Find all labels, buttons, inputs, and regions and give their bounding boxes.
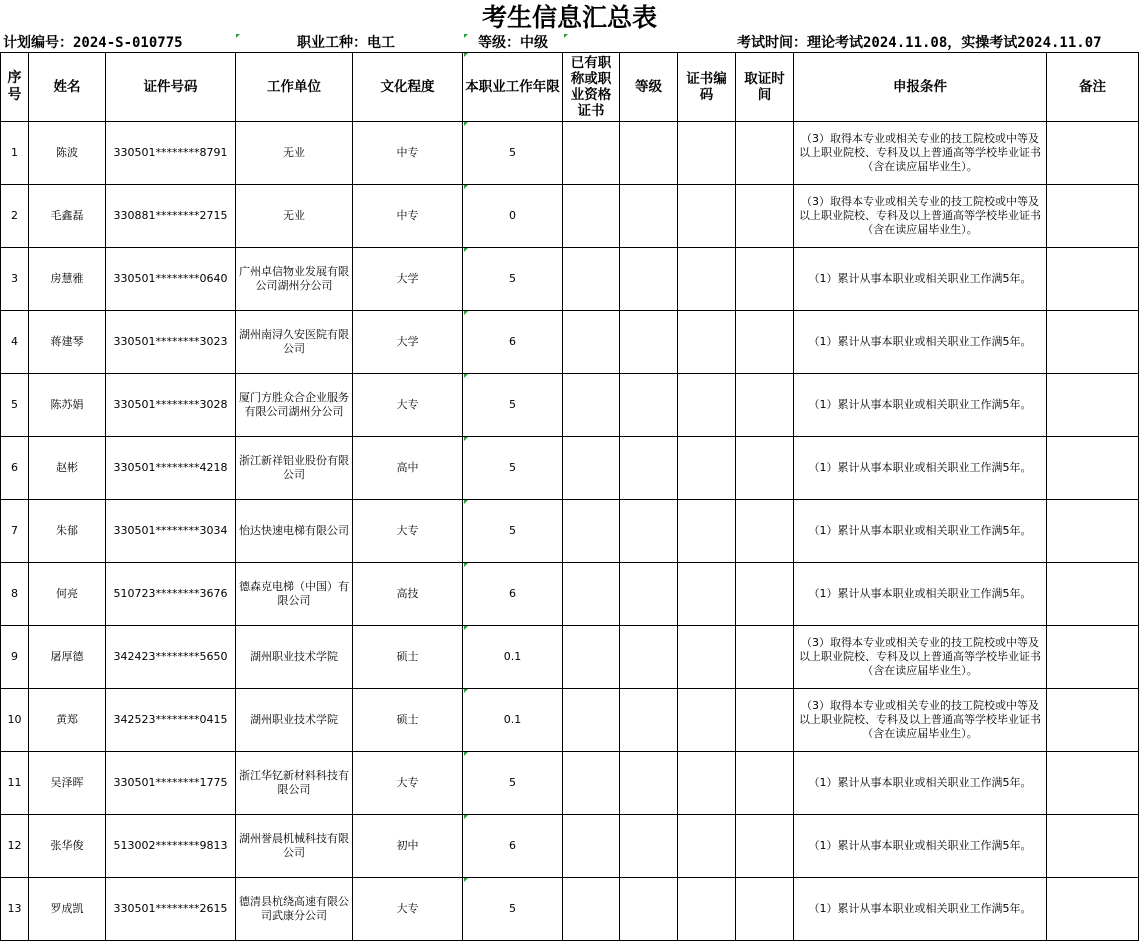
cell-no: 11 [1,752,29,815]
col-name: 姓名 [29,53,106,122]
cell-name: 吴泽晖 [29,752,106,815]
cell-edu: 中专 [353,185,463,248]
cell-id: 330501********3028 [106,374,236,437]
col-education: 文化程度 [353,53,463,122]
cell-unit: 浙江华钇新材料科技有限公司 [236,752,353,815]
cell-grade [620,626,678,689]
cell-marker-icon [464,437,468,441]
cell-id: 330501********4218 [106,437,236,500]
cell-grade [620,122,678,185]
cell-years: 5 [463,374,563,437]
cell-years: 5 [463,248,563,311]
cell-years: 0 [463,185,563,248]
cell-cond: （1）累计从事本职业或相关职业工作满5年。 [794,437,1047,500]
cell-date [736,689,794,752]
cell-remark [1047,122,1139,185]
cell-code [678,500,736,563]
cell-unit: 湖州誉晨机械科技有限公司 [236,815,353,878]
cell-cert [563,311,620,374]
cell-cert [563,374,620,437]
cell-cond: （1）累计从事本职业或相关职业工作满5年。 [794,248,1047,311]
cell-cond: （1）累计从事本职业或相关职业工作满5年。 [794,311,1047,374]
cell-marker-icon [464,122,468,126]
cell-name: 屠厚德 [29,626,106,689]
cell-cond: （3）取得本专业或相关专业的技工院校或中等及以上职业院校、专科及以上普通高等学校毕业证书（含在读应届毕业生）。 [794,185,1047,248]
cell-marker-icon [464,311,468,315]
cell-marker-icon [464,53,468,57]
cell-cond: （3）取得本专业或相关专业的技工院校或中等及以上职业院校、专科及以上普通高等学校毕业证书（含在读应届毕业生）。 [794,122,1047,185]
cell-code [678,815,736,878]
cell-edu: 高中 [353,437,463,500]
cell-cert [563,689,620,752]
cell-date [736,122,794,185]
table-row [1,815,1139,878]
col-grade: 等级 [620,53,678,122]
cell-date [736,374,794,437]
col-years: 本职业工作年限 [463,53,563,122]
cell-marker-icon [564,34,568,38]
cell-id: 342423********5650 [106,626,236,689]
cell-grade [620,563,678,626]
cell-cond: （3）取得本专业或相关专业的技工院校或中等及以上职业院校、专科及以上普通高等学校毕业证书（含在读应届毕业生）。 [794,689,1047,752]
cell-marker-icon [464,34,468,38]
cell-years: 5 [463,878,563,941]
cell-no: 10 [1,689,29,752]
cell-no: 12 [1,815,29,878]
level: 等级：中级 [478,35,548,51]
cell-marker-icon [464,500,468,504]
table-row [1,500,1139,563]
cell-date [736,500,794,563]
cell-cond: （1）累计从事本职业或相关职业工作满5年。 [794,815,1047,878]
cell-name: 赵彬 [29,437,106,500]
cell-code [678,311,736,374]
cell-date [736,185,794,248]
cell-years: 5 [463,437,563,500]
cell-marker-icon [464,563,468,567]
cell-edu: 大专 [353,752,463,815]
cell-unit: 无业 [236,185,353,248]
cell-no: 4 [1,311,29,374]
cell-code [678,437,736,500]
cell-years: 6 [463,311,563,374]
cell-code [678,374,736,437]
cell-years: 6 [463,815,563,878]
cell-code [678,122,736,185]
cell-unit: 无业 [236,122,353,185]
cell-unit: 怡达快速电梯有限公司 [236,500,353,563]
cell-grade [620,689,678,752]
cell-edu: 硕士 [353,689,463,752]
cell-unit: 厦门方胜众合企业服务有限公司湖州分公司 [236,374,353,437]
cell-edu: 硕士 [353,626,463,689]
exam-time: 考试时间：理论考试2024.11.08，实操考试2024.11.07 [737,35,1102,51]
cell-edu: 大专 [353,374,463,437]
cell-cert [563,248,620,311]
cell-id: 330881********2715 [106,185,236,248]
cell-id: 510723********3676 [106,563,236,626]
cell-code [678,563,736,626]
cell-cond: （1）累计从事本职业或相关职业工作满5年。 [794,374,1047,437]
cell-unit: 浙江新祥铝业股份有限公司 [236,437,353,500]
cell-cond: （1）累计从事本职业或相关职业工作满5年。 [794,752,1047,815]
cell-marker-icon [464,626,468,630]
cell-no: 9 [1,626,29,689]
table-row [1,689,1139,752]
cell-remark [1047,374,1139,437]
cell-no: 7 [1,500,29,563]
table-row [1,626,1139,689]
col-remark: 备注 [1047,53,1139,122]
cell-remark [1047,878,1139,941]
cell-name: 罗成凯 [29,878,106,941]
cell-grade [620,437,678,500]
cell-unit: 湖州职业技术学院 [236,689,353,752]
cell-years: 6 [463,563,563,626]
cell-no: 13 [1,878,29,941]
cell-code [678,185,736,248]
cell-unit: 湖州职业技术学院 [236,626,353,689]
cell-id: 330501********0640 [106,248,236,311]
cell-edu: 大专 [353,878,463,941]
cell-grade [620,878,678,941]
cell-id: 513002********9813 [106,815,236,878]
cell-years: 5 [463,122,563,185]
cell-marker-icon [464,248,468,252]
table-row [1,437,1139,500]
cell-marker-icon [236,34,240,38]
cell-date [736,311,794,374]
cell-date [736,437,794,500]
cell-cert [563,878,620,941]
cell-date [736,563,794,626]
occupation: 职业工种：电工 [297,35,395,51]
col-no: 序号 [1,53,29,122]
header-row [1,53,1139,122]
col-unit: 工作单位 [236,53,353,122]
cell-marker-icon [464,815,468,819]
cell-remark [1047,311,1139,374]
cell-cert [563,815,620,878]
cell-marker-icon [464,878,468,882]
cell-remark [1047,815,1139,878]
candidate-table [0,52,1139,941]
cell-name: 蒋建琴 [29,311,106,374]
table-row [1,563,1139,626]
cell-no: 8 [1,563,29,626]
cell-remark [1047,626,1139,689]
cell-cert [563,563,620,626]
cell-cert [563,500,620,563]
cell-marker-icon [464,374,468,378]
col-cert-date: 取证时间 [736,53,794,122]
plan-number: 计划编号：2024-S-010775 [3,35,183,51]
cell-no: 2 [1,185,29,248]
cell-date [736,815,794,878]
col-certificate: 已有职称或职业资格证书 [563,53,620,122]
cell-name: 何亮 [29,563,106,626]
cell-edu: 高技 [353,563,463,626]
cell-edu: 大专 [353,500,463,563]
cell-code [678,689,736,752]
cell-id: 330501********3023 [106,311,236,374]
cell-date [736,752,794,815]
cell-name: 朱郁 [29,500,106,563]
cell-cert [563,437,620,500]
cell-date [736,248,794,311]
cell-remark [1047,752,1139,815]
cell-cert [563,185,620,248]
col-id: 证件号码 [106,53,236,122]
cell-edu: 大学 [353,311,463,374]
cell-no: 1 [1,122,29,185]
table-row [1,374,1139,437]
cell-edu: 大学 [353,248,463,311]
cell-name: 张华俊 [29,815,106,878]
cell-no: 5 [1,374,29,437]
cell-name: 房慧雅 [29,248,106,311]
cell-cond: （3）取得本专业或相关专业的技工院校或中等及以上职业院校、专科及以上普通高等学校毕业证书（含在读应届毕业生）。 [794,626,1047,689]
table-row [1,311,1139,374]
table-row [1,185,1139,248]
cell-id: 330501********1775 [106,752,236,815]
cell-unit: 广州卓信物业发展有限公司湖州分公司 [236,248,353,311]
col-condition: 申报条件 [794,53,1047,122]
cell-remark [1047,185,1139,248]
cell-name: 毛鑫磊 [29,185,106,248]
cell-name: 陈苏娟 [29,374,106,437]
cell-cond: （1）累计从事本职业或相关职业工作满5年。 [794,563,1047,626]
cell-grade [620,248,678,311]
cell-unit: 德清县杭绕高速有限公司武康分公司 [236,878,353,941]
table-row [1,248,1139,311]
cell-no: 6 [1,437,29,500]
cell-cert [563,626,620,689]
cell-edu: 初中 [353,815,463,878]
cell-grade [620,185,678,248]
cell-grade [620,374,678,437]
cell-date [736,878,794,941]
cell-remark [1047,248,1139,311]
sheet-title: 考生信息汇总表 [481,3,657,32]
cell-marker-icon [464,185,468,189]
cell-id: 342523********0415 [106,689,236,752]
table-row [1,122,1139,185]
cell-code [678,626,736,689]
cell-cert [563,752,620,815]
cell-marker-icon [464,752,468,756]
cell-cert [563,122,620,185]
cell-name: 陈波 [29,122,106,185]
cell-cond: （1）累计从事本职业或相关职业工作满5年。 [794,500,1047,563]
cell-code [678,248,736,311]
cell-date [736,626,794,689]
cell-grade [620,500,678,563]
cell-no: 3 [1,248,29,311]
col-cert-code: 证书编码 [678,53,736,122]
cell-code [678,752,736,815]
cell-cond: （1）累计从事本职业或相关职业工作满5年。 [794,878,1047,941]
cell-remark [1047,689,1139,752]
cell-id: 330501********2615 [106,878,236,941]
cell-id: 330501********8791 [106,122,236,185]
cell-name: 黄郑 [29,689,106,752]
cell-remark [1047,437,1139,500]
cell-years: 5 [463,752,563,815]
cell-remark [1047,563,1139,626]
cell-code [678,878,736,941]
table-row [1,752,1139,815]
cell-unit: 德森克电梯（中国）有限公司 [236,563,353,626]
table-row [1,878,1139,941]
cell-grade [620,752,678,815]
cell-marker-icon [464,689,468,693]
cell-remark [1047,500,1139,563]
cell-years: 0.1 [463,626,563,689]
cell-unit: 湖州南浔久安医院有限公司 [236,311,353,374]
cell-grade [620,311,678,374]
cell-edu: 中专 [353,122,463,185]
cell-years: 5 [463,500,563,563]
cell-id: 330501********3034 [106,500,236,563]
cell-years: 0.1 [463,689,563,752]
cell-grade [620,815,678,878]
